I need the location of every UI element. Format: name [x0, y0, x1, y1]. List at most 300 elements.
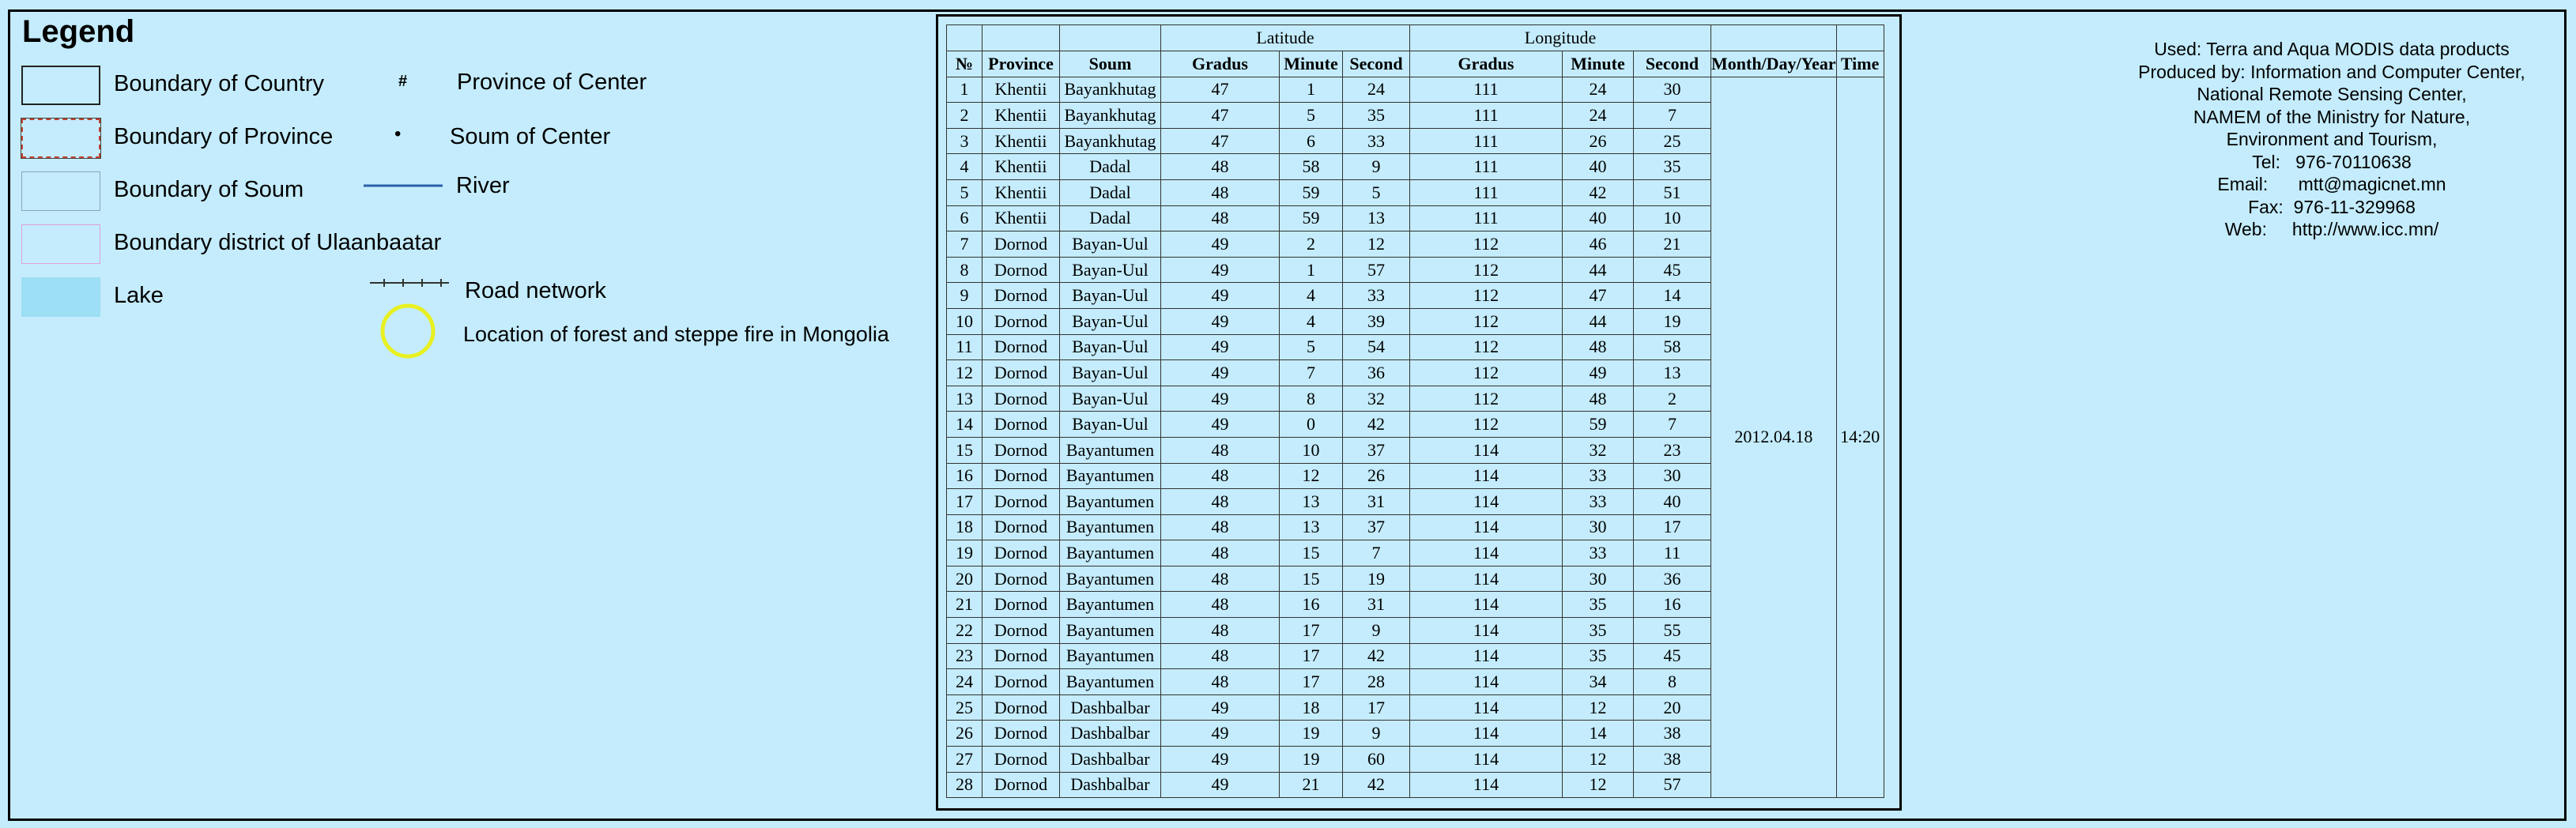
lon-gradus-cell: 111	[1410, 205, 1563, 231]
col-header-lon-second: Second	[1634, 51, 1711, 77]
lat-second-cell: 39	[1343, 308, 1410, 334]
lon-minute-cell: 47	[1563, 283, 1634, 309]
lat-gradus-cell: 49	[1161, 360, 1280, 386]
lat-gradus-cell: 48	[1161, 592, 1280, 618]
lon-minute-cell: 12	[1563, 694, 1634, 721]
soum-cell: Dadal	[1060, 179, 1161, 205]
lat-minute-cell: 21	[1280, 772, 1343, 798]
lon-minute-cell: 24	[1563, 103, 1634, 129]
lon-gradus-cell: 114	[1410, 721, 1563, 747]
lat-minute-cell: 59	[1280, 205, 1343, 231]
date-cell: 2012.04.18	[1711, 77, 1837, 798]
lat-gradus-cell: 49	[1161, 257, 1280, 283]
province-cell: Dornod	[983, 747, 1060, 773]
lat-second-cell: 57	[1343, 257, 1410, 283]
lat-second-cell: 13	[1343, 205, 1410, 231]
lon-minute-cell: 40	[1563, 205, 1634, 231]
credits-line: Used: Terra and Aqua MODIS data products	[2154, 39, 2510, 59]
row-number-cell: 23	[947, 643, 983, 669]
province-cell: Khentii	[983, 128, 1060, 154]
lat-minute-cell: 10	[1280, 437, 1343, 463]
lat-minute-cell: 2	[1280, 231, 1343, 258]
province-center-icon: #	[398, 73, 408, 90]
legend-soum-label: Boundary of Soum	[114, 177, 304, 202]
lat-gradus-cell: 48	[1161, 489, 1280, 515]
lat-gradus-cell: 48	[1161, 514, 1280, 540]
credits-line: Web: http://www.icc.mn/	[2224, 219, 2439, 239]
col-header-lat-gradus: Gradus	[1161, 51, 1280, 77]
soum-cell: Bayan-Uul	[1060, 308, 1161, 334]
lat-gradus-cell: 49	[1161, 412, 1280, 438]
lake-symbol	[21, 277, 100, 317]
row-number-cell: 8	[947, 257, 983, 283]
fire-location-circle-icon	[378, 301, 438, 361]
province-cell: Dornod	[983, 231, 1060, 258]
lat-gradus-cell: 48	[1161, 154, 1280, 180]
row-number-cell: 18	[947, 514, 983, 540]
soum-cell: Bayantumen	[1060, 489, 1161, 515]
row-number-cell: 28	[947, 772, 983, 798]
lat-gradus-cell: 48	[1161, 437, 1280, 463]
soum-cell: Bayan-Uul	[1060, 412, 1161, 438]
lat-second-cell: 37	[1343, 437, 1410, 463]
row-number-cell: 5	[947, 179, 983, 205]
lat-minute-cell: 18	[1280, 694, 1343, 721]
lon-second-cell: 23	[1634, 437, 1711, 463]
soum-cell: Dashbalbar	[1060, 694, 1161, 721]
province-cell: Khentii	[983, 179, 1060, 205]
lon-second-cell: 19	[1634, 308, 1711, 334]
soum-boundary-symbol	[21, 171, 100, 211]
lon-minute-cell: 33	[1563, 463, 1634, 489]
column-header-row	[947, 51, 1884, 77]
row-number-cell: 19	[947, 540, 983, 566]
col-header-soum: Soum	[1060, 51, 1161, 77]
row-number-cell: 3	[947, 128, 983, 154]
soum-cell: Dadal	[1060, 154, 1161, 180]
row-number-cell: 9	[947, 283, 983, 309]
time-cell: 14:20	[1836, 77, 1884, 798]
soum-cell: Bayantumen	[1060, 618, 1161, 644]
lat-minute-cell: 16	[1280, 592, 1343, 618]
group-header-row	[947, 25, 1884, 51]
lon-second-cell: 51	[1634, 179, 1711, 205]
col-header-no: №	[947, 51, 983, 77]
row-number-cell: 17	[947, 489, 983, 515]
lat-minute-cell: 8	[1280, 386, 1343, 412]
soum-cell: Dashbalbar	[1060, 721, 1161, 747]
lat-second-cell: 26	[1343, 463, 1410, 489]
lon-gradus-cell: 114	[1410, 566, 1563, 592]
legend-country-label: Boundary of Country	[114, 71, 324, 96]
soum-cell: Dashbalbar	[1060, 747, 1161, 773]
lat-minute-cell: 7	[1280, 360, 1343, 386]
lat-minute-cell: 15	[1280, 566, 1343, 592]
lat-second-cell: 12	[1343, 231, 1410, 258]
soum-cell: Bayan-Uul	[1060, 283, 1161, 309]
lat-second-cell: 24	[1343, 77, 1410, 103]
lon-gradus-cell: 114	[1410, 489, 1563, 515]
lon-gradus-cell: 114	[1410, 437, 1563, 463]
soum-cell: Bayan-Uul	[1060, 386, 1161, 412]
row-number-cell: 14	[947, 412, 983, 438]
legend-road-label: Road network	[465, 278, 606, 303]
col-header-time: Time	[1836, 51, 1884, 77]
legend-province-label: Boundary of Province	[114, 124, 334, 149]
lon-minute-cell: 44	[1563, 257, 1634, 283]
lon-second-cell: 58	[1634, 334, 1711, 360]
credits-line: NAMEM of the Ministry for Nature,	[2193, 106, 2471, 127]
lat-minute-cell: 19	[1280, 721, 1343, 747]
lon-minute-cell: 30	[1563, 566, 1634, 592]
lat-minute-cell: 4	[1280, 283, 1343, 309]
col-header-province: Province	[983, 51, 1060, 77]
lon-second-cell: 40	[1634, 489, 1711, 515]
province-cell: Dornod	[983, 386, 1060, 412]
province-cell: Dornod	[983, 566, 1060, 592]
lon-second-cell: 55	[1634, 618, 1711, 644]
lon-minute-cell: 14	[1563, 721, 1634, 747]
row-number-cell: 15	[947, 437, 983, 463]
lon-gradus-cell: 114	[1410, 747, 1563, 773]
row-number-cell: 20	[947, 566, 983, 592]
lat-gradus-cell: 47	[1161, 77, 1280, 103]
col-header-lat-second: Second	[1343, 51, 1410, 77]
province-cell: Dornod	[983, 694, 1060, 721]
lat-second-cell: 28	[1343, 669, 1410, 695]
lon-second-cell: 2	[1634, 386, 1711, 412]
lat-minute-cell: 19	[1280, 747, 1343, 773]
lat-second-cell: 9	[1343, 721, 1410, 747]
lon-minute-cell: 40	[1563, 154, 1634, 180]
lat-minute-cell: 59	[1280, 179, 1343, 205]
credits-line: Produced by: Information and Computer Center,	[2138, 61, 2525, 82]
province-cell: Khentii	[983, 77, 1060, 103]
lon-second-cell: 13	[1634, 360, 1711, 386]
lon-minute-cell: 49	[1563, 360, 1634, 386]
soum-cell: Bayantumen	[1060, 643, 1161, 669]
lat-minute-cell: 13	[1280, 514, 1343, 540]
lon-minute-cell: 12	[1563, 747, 1634, 773]
province-cell: Dornod	[983, 540, 1060, 566]
lon-gradus-cell: 112	[1410, 386, 1563, 412]
lon-minute-cell: 35	[1563, 618, 1634, 644]
lon-gradus-cell: 112	[1410, 283, 1563, 309]
lon-gradus-cell: 112	[1410, 334, 1563, 360]
province-boundary-symbol	[21, 119, 100, 158]
row-number-cell: 4	[947, 154, 983, 180]
lon-minute-cell: 26	[1563, 128, 1634, 154]
province-cell: Dornod	[983, 772, 1060, 798]
lon-gradus-cell: 112	[1410, 231, 1563, 258]
lon-gradus-cell: 114	[1410, 669, 1563, 695]
soum-cell: Bayan-Uul	[1060, 360, 1161, 386]
province-cell: Khentii	[983, 154, 1060, 180]
lon-minute-cell: 30	[1563, 514, 1634, 540]
lat-second-cell: 32	[1343, 386, 1410, 412]
col-header-date: Month/Day/Year	[1711, 51, 1837, 77]
lon-second-cell: 11	[1634, 540, 1711, 566]
soum-cell: Dadal	[1060, 205, 1161, 231]
row-number-cell: 6	[947, 205, 983, 231]
lat-second-cell: 42	[1343, 412, 1410, 438]
lon-second-cell: 38	[1634, 721, 1711, 747]
lat-minute-cell: 58	[1280, 154, 1343, 180]
lon-minute-cell: 44	[1563, 308, 1634, 334]
lat-minute-cell: 4	[1280, 308, 1343, 334]
soum-cell: Bayantumen	[1060, 592, 1161, 618]
lon-second-cell: 8	[1634, 669, 1711, 695]
lon-gradus-cell: 112	[1410, 412, 1563, 438]
lon-minute-cell: 24	[1563, 77, 1634, 103]
district-boundary-symbol	[21, 224, 100, 264]
lon-minute-cell: 42	[1563, 179, 1634, 205]
credits-line: Environment and Tourism,	[2226, 129, 2438, 149]
soum-cell: Bayantumen	[1060, 463, 1161, 489]
soum-center-icon: •	[394, 123, 402, 145]
lat-second-cell: 33	[1343, 283, 1410, 309]
row-number-cell: 26	[947, 721, 983, 747]
lon-gradus-cell: 111	[1410, 103, 1563, 129]
lon-gradus-cell: 114	[1410, 618, 1563, 644]
soum-cell: Bayantumen	[1060, 566, 1161, 592]
province-cell: Dornod	[983, 412, 1060, 438]
longitude-header: Longitude	[1410, 25, 1711, 51]
lon-gradus-cell: 114	[1410, 463, 1563, 489]
lat-gradus-cell: 49	[1161, 721, 1280, 747]
lon-minute-cell: 48	[1563, 334, 1634, 360]
province-cell: Dornod	[983, 514, 1060, 540]
road-line-icon	[370, 275, 449, 291]
lon-second-cell: 36	[1634, 566, 1711, 592]
country-boundary-symbol	[21, 66, 100, 105]
lat-minute-cell: 17	[1280, 643, 1343, 669]
lon-second-cell: 45	[1634, 257, 1711, 283]
lon-gradus-cell: 112	[1410, 360, 1563, 386]
table-row	[947, 77, 1884, 103]
legend-district-label: Boundary district of Ulaanbaatar	[114, 230, 442, 255]
legend-fire-label: Location of forest and steppe fire in Mongolia	[463, 322, 889, 346]
lat-minute-cell: 12	[1280, 463, 1343, 489]
lat-second-cell: 5	[1343, 179, 1410, 205]
lat-gradus-cell: 48	[1161, 669, 1280, 695]
row-number-cell: 24	[947, 669, 983, 695]
lat-minute-cell: 5	[1280, 334, 1343, 360]
lat-gradus-cell: 48	[1161, 643, 1280, 669]
lon-minute-cell: 32	[1563, 437, 1634, 463]
lat-second-cell: 42	[1343, 643, 1410, 669]
lon-minute-cell: 48	[1563, 386, 1634, 412]
soum-cell: Bayantumen	[1060, 514, 1161, 540]
lon-second-cell: 20	[1634, 694, 1711, 721]
lon-second-cell: 38	[1634, 747, 1711, 773]
lat-gradus-cell: 48	[1161, 205, 1280, 231]
lat-gradus-cell: 49	[1161, 283, 1280, 309]
lon-minute-cell: 59	[1563, 412, 1634, 438]
soum-cell: Bayan-Uul	[1060, 334, 1161, 360]
lon-minute-cell: 12	[1563, 772, 1634, 798]
lon-gradus-cell: 112	[1410, 308, 1563, 334]
lat-second-cell: 9	[1343, 154, 1410, 180]
lon-minute-cell: 46	[1563, 231, 1634, 258]
lat-gradus-cell: 49	[1161, 747, 1280, 773]
credits-block	[2087, 38, 2576, 241]
province-cell: Dornod	[983, 618, 1060, 644]
lon-gradus-cell: 114	[1410, 772, 1563, 798]
lat-second-cell: 33	[1343, 128, 1410, 154]
col-header-lat-minute: Minute	[1280, 51, 1343, 77]
lat-second-cell: 7	[1343, 540, 1410, 566]
lat-second-cell: 42	[1343, 772, 1410, 798]
lat-gradus-cell: 48	[1161, 566, 1280, 592]
lat-minute-cell: 15	[1280, 540, 1343, 566]
lon-second-cell: 7	[1634, 103, 1711, 129]
soum-cell: Bayankhutag	[1060, 128, 1161, 154]
lat-second-cell: 31	[1343, 592, 1410, 618]
lon-second-cell: 45	[1634, 643, 1711, 669]
soum-cell: Bayantumen	[1060, 540, 1161, 566]
fire-locations-table	[946, 24, 1884, 798]
lon-minute-cell: 33	[1563, 540, 1634, 566]
lat-second-cell: 54	[1343, 334, 1410, 360]
lat-second-cell: 9	[1343, 618, 1410, 644]
lon-second-cell: 7	[1634, 412, 1711, 438]
row-number-cell: 21	[947, 592, 983, 618]
row-number-cell: 25	[947, 694, 983, 721]
row-number-cell: 11	[947, 334, 983, 360]
legend-river-label: River	[456, 173, 510, 198]
row-number-cell: 7	[947, 231, 983, 258]
col-header-lon-minute: Minute	[1563, 51, 1634, 77]
lon-gradus-cell: 111	[1410, 128, 1563, 154]
lat-gradus-cell: 49	[1161, 772, 1280, 798]
lat-second-cell: 31	[1343, 489, 1410, 515]
row-number-cell: 10	[947, 308, 983, 334]
legend-soum-center-label: Soum of Center	[450, 124, 611, 149]
legend-province-center-label: Province of Center	[457, 70, 647, 95]
soum-cell: Dashbalbar	[1060, 772, 1161, 798]
province-cell: Dornod	[983, 437, 1060, 463]
lat-gradus-cell: 48	[1161, 540, 1280, 566]
lat-gradus-cell: 47	[1161, 128, 1280, 154]
lat-minute-cell: 0	[1280, 412, 1343, 438]
lat-gradus-cell: 49	[1161, 334, 1280, 360]
row-number-cell: 27	[947, 747, 983, 773]
province-cell: Dornod	[983, 643, 1060, 669]
row-number-cell: 12	[947, 360, 983, 386]
lon-gradus-cell: 111	[1410, 154, 1563, 180]
lon-second-cell: 57	[1634, 772, 1711, 798]
lat-second-cell: 35	[1343, 103, 1410, 129]
lat-minute-cell: 17	[1280, 618, 1343, 644]
lon-second-cell: 14	[1634, 283, 1711, 309]
lon-minute-cell: 35	[1563, 592, 1634, 618]
soum-cell: Bayan-Uul	[1060, 231, 1161, 258]
lon-second-cell: 16	[1634, 592, 1711, 618]
province-cell: Dornod	[983, 334, 1060, 360]
credits-line: National Remote Sensing Center,	[2197, 84, 2467, 104]
fire-table-frame	[936, 14, 1902, 811]
row-number-cell: 13	[947, 386, 983, 412]
lon-second-cell: 21	[1634, 231, 1711, 258]
lon-gradus-cell: 114	[1410, 540, 1563, 566]
soum-cell: Bayantumen	[1060, 437, 1161, 463]
row-number-cell: 22	[947, 618, 983, 644]
province-cell: Dornod	[983, 721, 1060, 747]
soum-cell: Bayantumen	[1060, 669, 1161, 695]
river-line-icon	[364, 178, 443, 194]
lon-minute-cell: 33	[1563, 489, 1634, 515]
lon-second-cell: 10	[1634, 205, 1711, 231]
latitude-header: Latitude	[1161, 25, 1410, 51]
lon-minute-cell: 35	[1563, 643, 1634, 669]
lon-second-cell: 35	[1634, 154, 1711, 180]
lon-second-cell: 25	[1634, 128, 1711, 154]
lat-gradus-cell: 47	[1161, 103, 1280, 129]
credits-line: Email: mtt@magicnet.mn	[2217, 174, 2446, 194]
lat-gradus-cell: 49	[1161, 308, 1280, 334]
lon-second-cell: 17	[1634, 514, 1711, 540]
lon-gradus-cell: 111	[1410, 179, 1563, 205]
lat-gradus-cell: 48	[1161, 179, 1280, 205]
lon-gradus-cell: 112	[1410, 257, 1563, 283]
province-cell: Dornod	[983, 283, 1060, 309]
province-cell: Dornod	[983, 257, 1060, 283]
province-cell: Dornod	[983, 463, 1060, 489]
lat-minute-cell: 1	[1280, 257, 1343, 283]
lon-gradus-cell: 114	[1410, 694, 1563, 721]
soum-cell: Bayankhutag	[1060, 103, 1161, 129]
lon-second-cell: 30	[1634, 463, 1711, 489]
lat-second-cell: 60	[1343, 747, 1410, 773]
lat-minute-cell: 17	[1280, 669, 1343, 695]
legend-title: Legend	[22, 14, 135, 49]
credits-line: Fax: 976-11-329968	[2248, 196, 2416, 217]
province-cell: Khentii	[983, 103, 1060, 129]
lat-gradus-cell: 48	[1161, 463, 1280, 489]
lat-minute-cell: 6	[1280, 128, 1343, 154]
lon-minute-cell: 34	[1563, 669, 1634, 695]
province-cell: Khentii	[983, 205, 1060, 231]
lon-gradus-cell: 114	[1410, 643, 1563, 669]
soum-cell: Bayankhutag	[1060, 77, 1161, 103]
lat-gradus-cell: 48	[1161, 618, 1280, 644]
lon-gradus-cell: 114	[1410, 514, 1563, 540]
lon-gradus-cell: 111	[1410, 77, 1563, 103]
lat-gradus-cell: 49	[1161, 694, 1280, 721]
soum-cell: Bayan-Uul	[1060, 257, 1161, 283]
lat-second-cell: 36	[1343, 360, 1410, 386]
lon-second-cell: 30	[1634, 77, 1711, 103]
lat-minute-cell: 1	[1280, 77, 1343, 103]
province-cell: Dornod	[983, 308, 1060, 334]
credits-line: Tel: 976-70110638	[2252, 151, 2412, 172]
lat-minute-cell: 13	[1280, 489, 1343, 515]
row-number-cell: 1	[947, 77, 983, 103]
lat-second-cell: 37	[1343, 514, 1410, 540]
lat-second-cell: 17	[1343, 694, 1410, 721]
lat-gradus-cell: 49	[1161, 231, 1280, 258]
legend-lake-label: Lake	[114, 283, 164, 308]
lat-gradus-cell: 49	[1161, 386, 1280, 412]
province-cell: Dornod	[983, 489, 1060, 515]
province-cell: Dornod	[983, 669, 1060, 695]
province-cell: Dornod	[983, 360, 1060, 386]
lat-second-cell: 19	[1343, 566, 1410, 592]
col-header-lon-gradus: Gradus	[1410, 51, 1563, 77]
lon-gradus-cell: 114	[1410, 592, 1563, 618]
row-number-cell: 2	[947, 103, 983, 129]
